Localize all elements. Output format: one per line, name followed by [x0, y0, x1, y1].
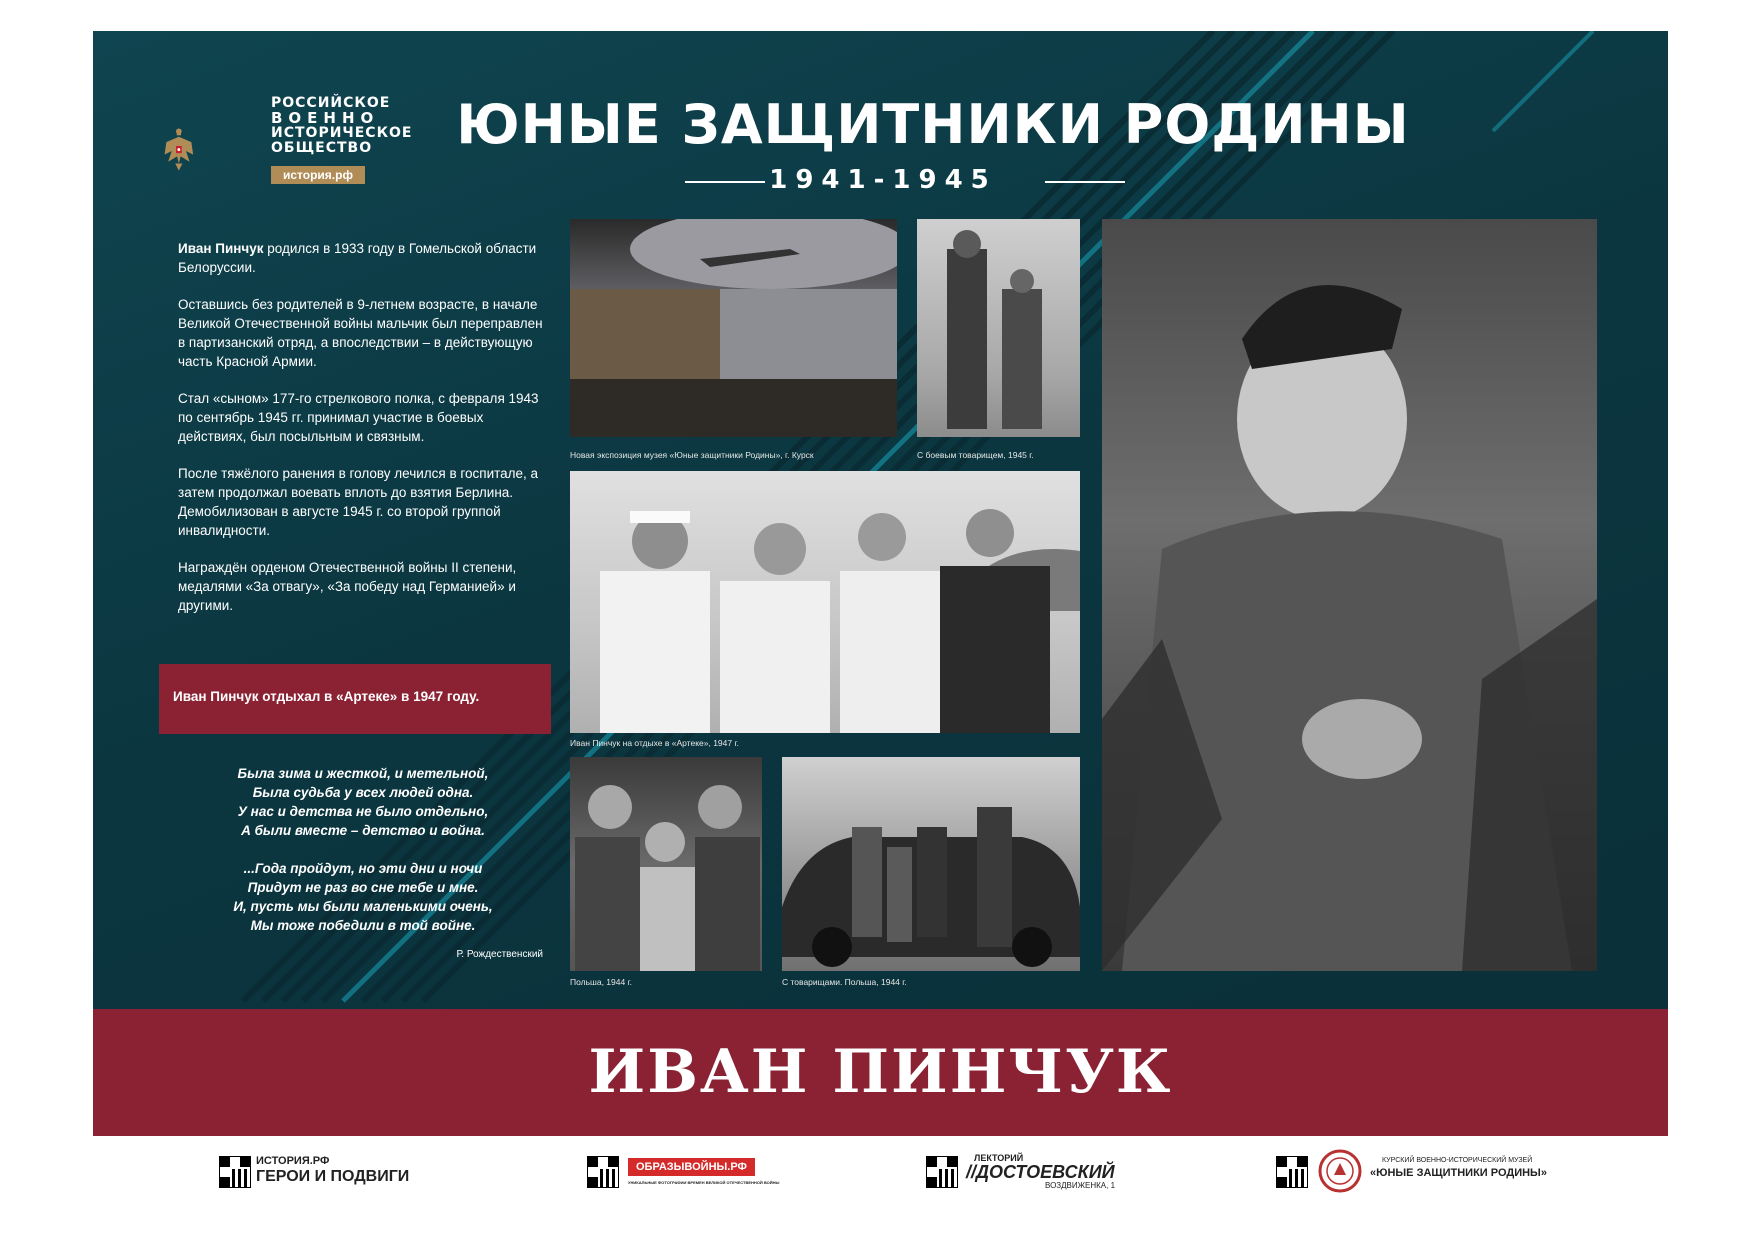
org-line4: ОБЩЕСТВО	[271, 140, 373, 156]
years: 1941-1945	[769, 165, 997, 195]
org-line3: ИСТОРИЧЕСКОЕ	[271, 125, 413, 141]
caption-comrades-poland: С товарищами. Польша, 1944 г.	[782, 977, 907, 987]
bio-birth: родился в 1933 году в Гомельской области Белоруссии.	[178, 241, 537, 275]
caption-poland: Польша, 1944 г.	[570, 977, 633, 987]
footer-logo2-main: ОБРАЗЫВОЙНЫ.РФ	[628, 1158, 755, 1176]
qr-code-icon[interactable]	[587, 1156, 619, 1188]
poem-stanza-1	[178, 764, 548, 840]
footer-logo3-main: //ДОСТОЕВСКИЙ	[966, 1162, 1115, 1182]
org-line2: ВОЕННО	[271, 109, 380, 127]
poem-line: У нас и детства не было отдельно,	[237, 804, 489, 819]
poem-stanza-2	[178, 859, 548, 935]
bio-paragraph: Оставшись без родителей в 9-летнем возрасте, в начале Великой Отечественной войны мальчик был переправлен в партизанский отряд, а впоследствии – в действующую часть Красной Армии.	[178, 297, 543, 369]
bio-paragraph: После тяжёлого ранения в голову лечился в госпитале, а затем продолжал воевать вплоть до взятия Берлина. Демобилизован в августе 1945 г. со второй группой инвалидности.	[178, 466, 539, 538]
hero-name: ИВАН ПИНЧУК	[588, 1037, 1173, 1107]
footer-logo3-top: ЛЕКТОРИЙ	[974, 1153, 1024, 1163]
poem-author: Р. Рождественский	[456, 949, 543, 960]
footer-logo1-top: ИСТОРИЯ.РФ	[256, 1155, 330, 1167]
poem-line: Придут не раз во сне тебе и мне.	[247, 880, 479, 895]
poster	[93, 31, 1668, 1136]
museum-emblem-icon	[1318, 1149, 1362, 1193]
name-banner	[93, 1009, 1668, 1136]
photo-comrades-poland	[782, 757, 1080, 971]
poem-line: Была судьба у всех людей одна.	[252, 785, 474, 800]
footer-logo3-sub: ВОЗДВИЖЕНКА, 1	[1045, 1181, 1116, 1190]
poem	[178, 764, 548, 954]
bio-paragraph: Награждён орденом Отечественной войны II степени, медалями «За отвагу», «За победу над Германией» и другими.	[178, 560, 517, 613]
photo-portrait	[1102, 219, 1597, 971]
caption-museum: Новая экспозиция музея «Юные защитники Родины», г. Курск	[570, 450, 814, 460]
poem-line: И, пусть мы были маленькими очень,	[233, 899, 493, 914]
poem-line: А были вместе – детство и война.	[241, 823, 485, 838]
callout-box	[159, 664, 551, 734]
bio-name: Иван Пинчук	[178, 241, 264, 256]
org-badge: история.рф	[271, 166, 365, 184]
eagle-emblem-icon	[161, 81, 261, 221]
footer-logo4-top: КУРСКИЙ ВОЕННО-ИСТОРИЧЕСКИЙ МУЗЕЙ	[1382, 1157, 1533, 1164]
photo-poland	[570, 757, 762, 971]
footer-logo1-main: ГЕРОИ И ПОДВИГИ	[256, 1168, 410, 1185]
footer-logo2-sub: УНИКАЛЬНЫЕ ФОТОГРАФИИ ВРЕМЕН ВЕЛИКОЙ ОТЕЧЕСТВЕННОЙ ВОЙНЫ	[628, 1180, 780, 1185]
footer-logo4-main: «ЮНЫЕ ЗАЩИТНИКИ РОДИНЫ»	[1370, 1167, 1547, 1179]
bio-paragraph: Стал «сыном» 177-го стрелкового полка, с февраля 1943 по сентябрь 1945 гг. принимал участие в боевых действиях, был посыльным и связным.	[178, 391, 539, 444]
biography	[178, 239, 548, 633]
page-title: ЮНЫЕ ЗАЩИТНИКИ РОДИНЫ	[456, 93, 1410, 156]
years-divider-right	[1045, 181, 1125, 183]
callout-text: Иван Пинчук отдыхал в «Артеке» в 1947 году.	[173, 689, 480, 704]
caption-comrade: С боевым товарищем, 1945 г.	[917, 450, 1034, 460]
org-name	[271, 96, 412, 156]
poem-line: Мы тоже победили в той войне.	[250, 918, 476, 933]
bio-paragraph	[178, 239, 548, 277]
photo-artek	[570, 471, 1080, 733]
poem-line: Была зима и жесткой, и метельной,	[237, 766, 489, 781]
qr-code-icon[interactable]	[219, 1156, 251, 1188]
caption-artek: Иван Пинчук на отдыхе в «Артеке», 1947 г.	[570, 738, 739, 748]
poem-line: ...Года пройдут, но эти дни и ночи	[243, 861, 483, 876]
org-line1: РОССИЙСКОЕ	[271, 95, 391, 111]
qr-code-icon[interactable]	[1276, 1156, 1308, 1188]
qr-code-icon[interactable]	[926, 1156, 958, 1188]
photo-comrade	[917, 219, 1080, 437]
photo-museum	[570, 219, 897, 437]
